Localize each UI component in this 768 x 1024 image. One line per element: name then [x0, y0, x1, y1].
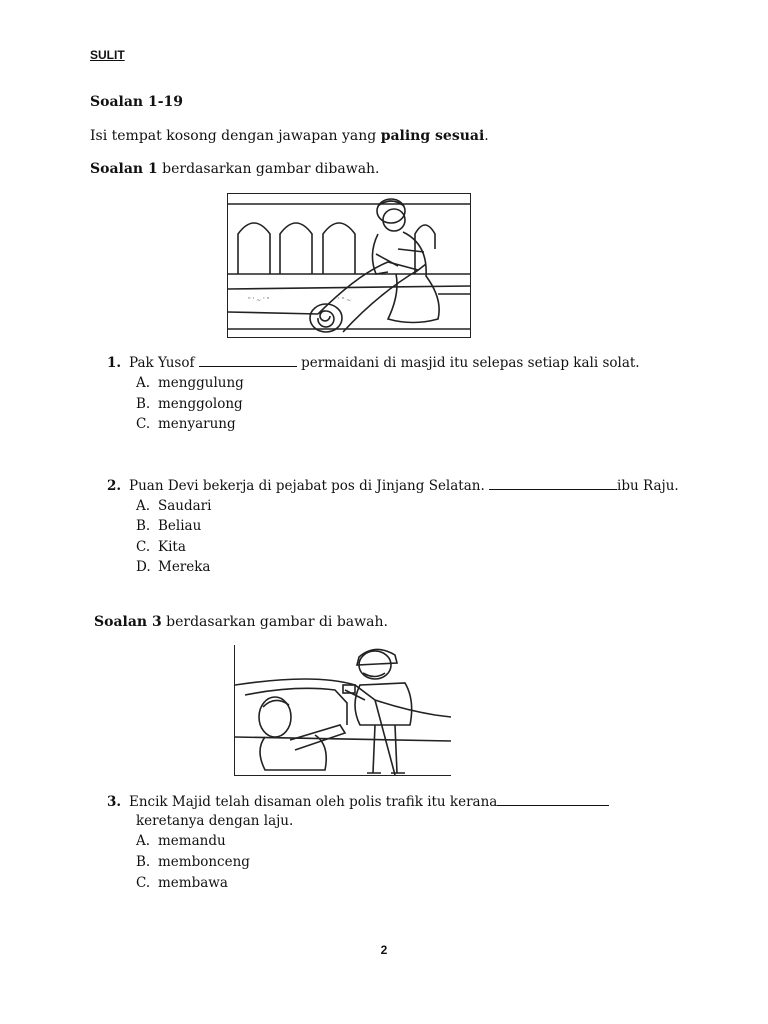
question-1-number: 1. — [107, 355, 122, 371]
instruction-bold: paling sesuai — [380, 128, 485, 144]
option-text: membawa — [158, 875, 228, 891]
question-1-pre: Pak Yusof — [129, 355, 199, 371]
option-letter: C. — [136, 539, 151, 555]
picture-man-rolling-carpet — [227, 193, 471, 338]
ref1-text: berdasarkan gambar dibawah. — [157, 161, 380, 177]
option-letter: A. — [136, 375, 151, 391]
question-1-post: permaidani di masjid itu selepas setiap kali solat. — [296, 355, 640, 371]
question-1-blank[interactable] — [199, 354, 297, 367]
confidential-label: SULIT — [90, 48, 125, 62]
question-3-option-c[interactable] — [136, 875, 228, 891]
option-text: Mereka — [158, 559, 211, 575]
ref3-text: berdasarkan gambar di bawah. — [161, 614, 388, 630]
option-text: Beliau — [158, 518, 202, 534]
instruction-pre: Isi tempat kosong dengan jawapan yang — [90, 128, 381, 144]
option-letter: B. — [136, 518, 151, 534]
page-number: 2 — [380, 943, 388, 957]
option-text: membonceng — [158, 854, 250, 870]
svg-text:' " ~: ' " ~ — [338, 297, 352, 304]
question-3 — [107, 793, 609, 810]
question-3-option-a[interactable] — [136, 833, 226, 849]
question-2-option-d[interactable] — [136, 559, 210, 575]
picture-traffic-police-driver — [234, 645, 451, 776]
question-2-option-a[interactable] — [136, 498, 211, 514]
question-2-option-b[interactable] — [136, 518, 201, 534]
option-text: menggulung — [158, 375, 244, 391]
question-3-pre: Encik Majid telah disaman oleh polis trafik itu kerana — [129, 794, 498, 810]
option-text: Kita — [158, 539, 186, 555]
section-heading: Soalan 1-19 — [90, 94, 183, 110]
question-3-blank[interactable] — [497, 793, 609, 806]
option-letter: B. — [136, 396, 151, 412]
instruction-post: . — [484, 128, 489, 144]
option-text: memandu — [158, 833, 226, 849]
question-2-number: 2. — [107, 478, 122, 494]
question-1-option-a[interactable] — [136, 375, 244, 391]
option-text: menggolong — [158, 396, 243, 412]
question-2-post: ibu Raju. — [617, 478, 679, 494]
instruction — [90, 128, 489, 144]
option-letter: A. — [136, 833, 151, 849]
question-1-reference — [90, 161, 380, 177]
question-1-option-c[interactable] — [136, 416, 236, 432]
question-1 — [107, 354, 640, 371]
option-letter: D. — [136, 559, 151, 575]
option-letter: A. — [136, 498, 151, 514]
option-letter: C. — [136, 416, 151, 432]
question-2-blank[interactable] — [489, 477, 617, 490]
question-1-option-b[interactable] — [136, 396, 243, 412]
ref3-bold: Soalan 3 — [94, 614, 162, 630]
option-letter: B. — [136, 854, 151, 870]
option-text: Saudari — [158, 498, 212, 514]
ref1-bold: Soalan 1 — [90, 161, 158, 177]
svg-text:" ' ~ ' ": " ' ~ ' " — [248, 297, 270, 304]
question-2-pre: Puan Devi bekerja di pejabat pos di Jinjang Selatan. — [129, 478, 490, 494]
option-letter: C. — [136, 875, 151, 891]
option-text: menyarung — [158, 416, 236, 432]
traffic-illustration — [235, 645, 451, 775]
question-2-option-c[interactable] — [136, 539, 186, 555]
question-2 — [107, 477, 679, 494]
question-3-reference — [94, 614, 388, 630]
question-3-line-2: keretanya dengan laju. — [136, 813, 294, 829]
question-3-option-b[interactable] — [136, 854, 250, 870]
question-3-number: 3. — [107, 794, 122, 810]
carpet-illustration — [228, 194, 470, 337]
